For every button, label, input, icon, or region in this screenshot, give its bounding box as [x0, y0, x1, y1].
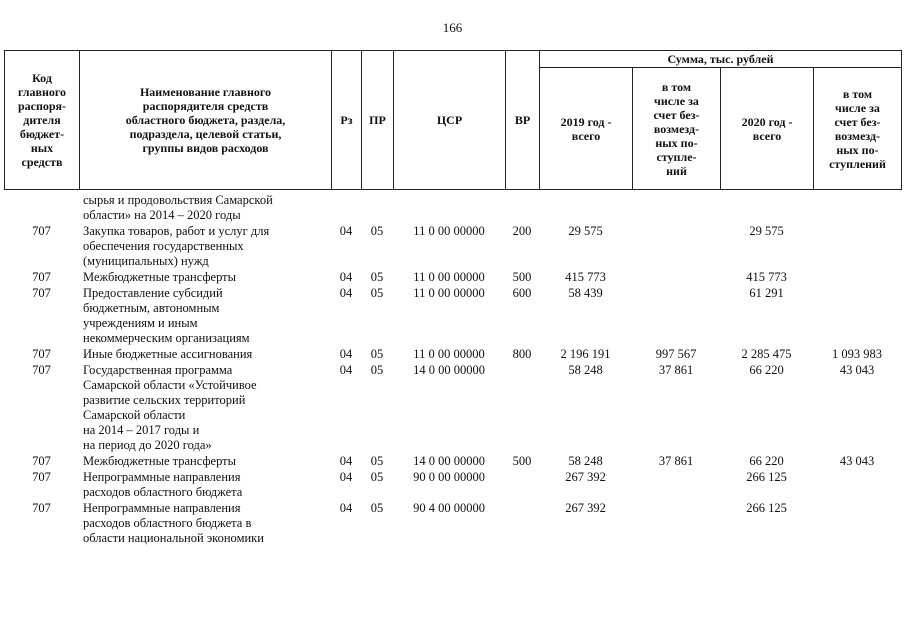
cell-2020-total: 2 285 475	[741, 347, 792, 361]
cell-csr: 11 0 00 00000	[413, 347, 485, 361]
cell-code: 707	[32, 501, 51, 515]
header-2020-total: 2020 год - всего	[721, 68, 814, 190]
cell-2020-free	[813, 501, 901, 547]
cell-rz	[331, 193, 361, 224]
cell-rz: 04	[339, 224, 353, 238]
header-2019-free: в том числе за счет без- возмезд- ных по- ступле- ний	[633, 68, 721, 190]
cell-2020-total: 266 125	[746, 470, 787, 484]
cell-2019-total: 267 392	[565, 470, 606, 484]
cell-code: 707	[32, 347, 51, 361]
cell-2020-free	[813, 270, 901, 286]
cell-2020-free	[813, 286, 901, 347]
header-rz: Рз	[332, 51, 362, 190]
cell-2019-total: 58 439	[568, 286, 603, 300]
cell-2020-free	[813, 224, 901, 270]
cell-2019-free: 37 861	[658, 454, 694, 468]
page-number: 166	[442, 20, 463, 35]
cell-pr: 05	[370, 454, 384, 468]
cell-pr: 05	[370, 286, 384, 300]
cell-2020-free: 43 043	[839, 363, 875, 377]
cell-rz: 04	[339, 270, 353, 284]
cell-rz: 04	[339, 286, 353, 300]
cell-vr: 600	[512, 286, 532, 300]
cell-2020-total	[720, 193, 813, 224]
cell-code: 707	[32, 470, 51, 484]
cell-2019-free	[632, 270, 720, 286]
cell-pr	[361, 193, 393, 224]
cell-2020-total: 266 125	[746, 501, 787, 515]
cell-2019-free: 997 567	[655, 347, 697, 361]
cell-csr: 90 4 00 00000	[413, 501, 485, 515]
table-row	[4, 286, 901, 347]
cell-code: 707	[32, 286, 51, 300]
header-2020-free: в том числе за счет без- возмезд- ных по- ступлений	[814, 68, 902, 190]
cell-2019-total: 2 196 191	[560, 347, 611, 361]
table-row	[4, 501, 901, 547]
cell-2020-free: 1 093 983	[832, 347, 882, 361]
cell-pr: 05	[370, 224, 384, 238]
cell-2019-total: 415 773	[565, 270, 606, 284]
cell-name: Непрограммные направления расходов областного бюджета в области национальной экономики	[83, 501, 264, 545]
cell-csr: 11 0 00 00000	[413, 224, 485, 238]
cell-2019-free	[632, 224, 720, 270]
cell-csr	[393, 193, 505, 224]
cell-name: Непрограммные направления расходов областного бюджета	[83, 470, 243, 499]
cell-2020-free: 43 043	[839, 454, 875, 468]
cell-name: Закупка товаров, работ и услуг для обеспечения государственных (муниципальных) нужд	[83, 224, 270, 268]
cell-2019-free	[632, 501, 720, 547]
cell-csr: 14 0 00 00000	[413, 454, 485, 468]
header-name: Наименование главного распорядителя средств областного бюджета, раздела, подраздела, целевой статьи, группы видов расходов	[80, 51, 332, 190]
cell-2019-free	[632, 286, 720, 347]
cell-2020-total: 66 220	[749, 363, 784, 377]
cell-vr	[505, 501, 539, 547]
cell-code: 707	[32, 363, 51, 377]
cell-name: сырья и продовольствия Самарской области» на 2014 – 2020 годы	[83, 193, 273, 222]
cell-csr: 90 0 00 00000	[413, 470, 485, 484]
header-2019-total: 2019 год - всего	[540, 68, 633, 190]
cell-vr: 500	[512, 454, 532, 468]
cell-csr: 11 0 00 00000	[413, 270, 485, 284]
cell-2019-free	[632, 193, 720, 224]
cell-2020-free	[813, 193, 901, 224]
cell-2020-total: 415 773	[746, 270, 787, 284]
cell-pr: 05	[370, 270, 384, 284]
cell-2019-total: 267 392	[565, 501, 606, 515]
cell-vr: 200	[512, 224, 532, 238]
cell-pr: 05	[370, 363, 384, 377]
cell-rz: 04	[339, 470, 353, 484]
cell-2019-total: 58 248	[568, 454, 603, 468]
cell-pr: 05	[370, 347, 384, 361]
header-csr: ЦСР	[394, 51, 506, 190]
cell-csr: 11 0 00 00000	[413, 286, 485, 300]
cell-name: Государственная программа Самарской области «Устойчивое развитие сельских территорий Самарской области на 2014 – 2017 годы и на период до 2020 года»	[83, 363, 257, 452]
cell-code	[4, 193, 79, 224]
table-header	[4, 50, 902, 190]
cell-name: Межбюджетные трансферты	[83, 454, 237, 468]
budget-table	[4, 193, 901, 547]
header-vr: ВР	[506, 51, 540, 190]
table-row	[4, 363, 901, 454]
cell-2019-free	[632, 470, 720, 501]
cell-code: 707	[32, 454, 51, 468]
cell-2019-total: 29 575	[568, 224, 603, 238]
cell-2020-free	[813, 470, 901, 501]
cell-pr: 05	[370, 470, 384, 484]
header-pr: ПР	[362, 51, 394, 190]
table-row	[4, 470, 901, 501]
header-code: Код главного распоря- дителя бюджет- ных средств	[5, 51, 80, 190]
cell-pr: 05	[370, 501, 384, 515]
cell-code: 707	[32, 224, 51, 238]
header-sum: Сумма, тыс. рублей	[540, 51, 902, 68]
cell-vr	[505, 363, 539, 454]
cell-vr: 500	[512, 270, 532, 284]
table-row	[4, 193, 901, 224]
cell-2020-total: 66 220	[749, 454, 784, 468]
cell-vr	[505, 193, 539, 224]
cell-name: Предоставление субсидий бюджетным, автономным учреждениям и иным некоммерческим организациям	[83, 286, 250, 345]
cell-name: Межбюджетные трансферты	[83, 270, 237, 284]
cell-csr: 14 0 00 00000	[413, 363, 485, 377]
cell-rz: 04	[339, 501, 353, 515]
cell-2019-total: 58 248	[568, 363, 603, 377]
cell-rz: 04	[339, 363, 353, 377]
cell-2019-total	[539, 193, 632, 224]
cell-vr: 800	[512, 347, 532, 361]
cell-name: Иные бюджетные ассигнования	[83, 347, 253, 361]
cell-rz: 04	[339, 454, 353, 468]
cell-2020-total: 29 575	[749, 224, 784, 238]
cell-rz: 04	[339, 347, 353, 361]
table-row	[4, 347, 901, 363]
cell-2019-free: 37 861	[658, 363, 694, 377]
table-row	[4, 270, 901, 286]
cell-vr	[505, 470, 539, 501]
table-row	[4, 224, 901, 270]
table-row	[4, 454, 901, 470]
cell-code: 707	[32, 270, 51, 284]
cell-2020-total: 61 291	[749, 286, 784, 300]
